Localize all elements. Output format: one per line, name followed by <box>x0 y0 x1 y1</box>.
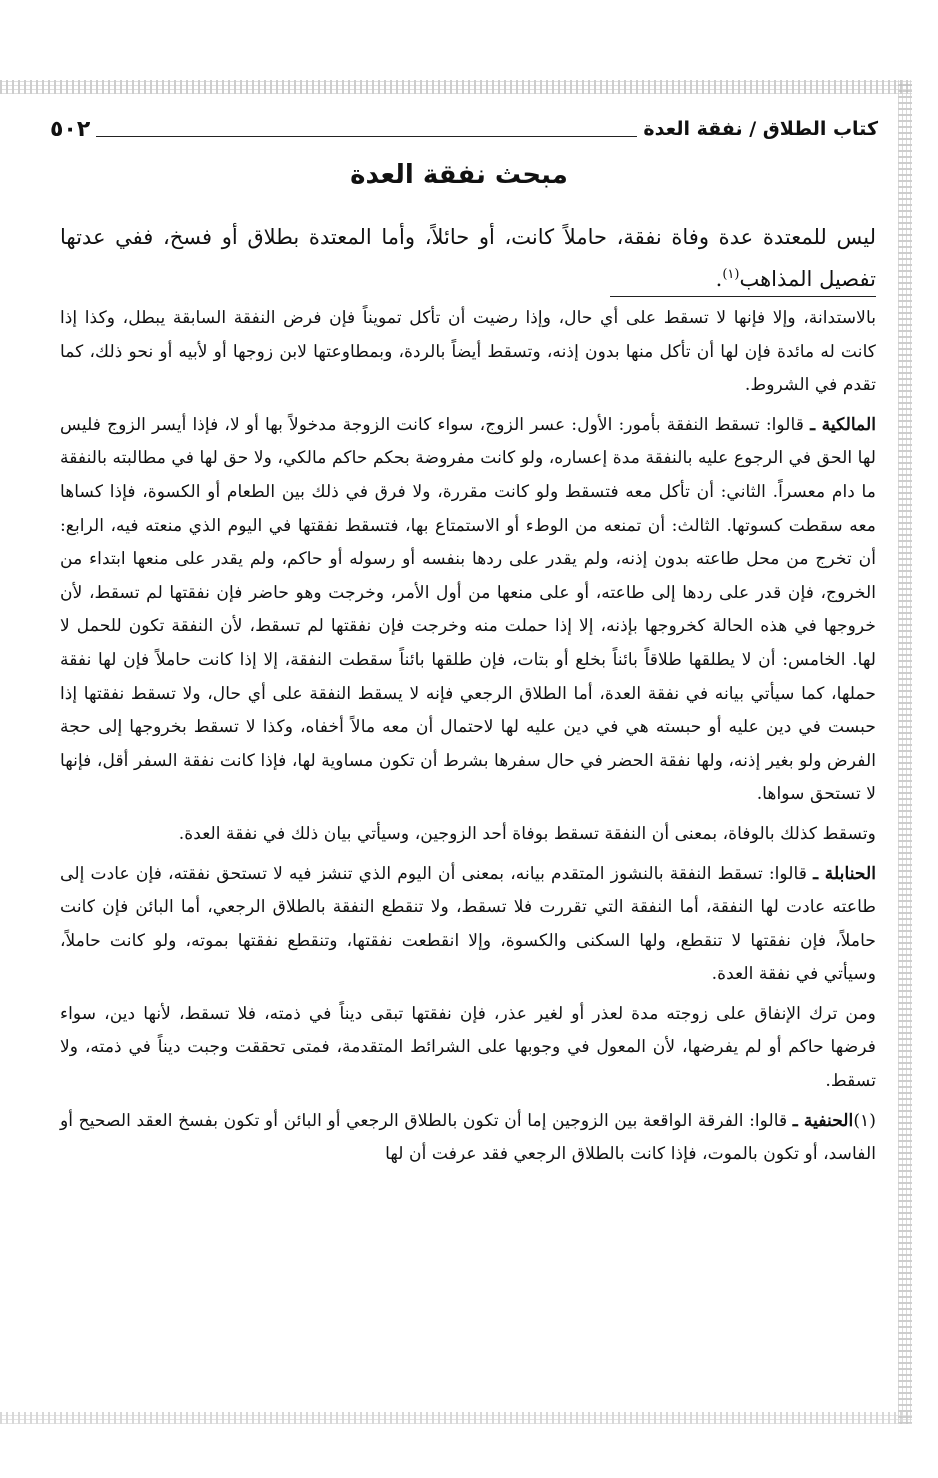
footnote-hanbali-debt: ومن ترك الإنفاق على زوجته مدة لعذر أو لغير عذر، فإن نفقتها تبقى ديناً في ذمته، فلا تسقط، لأنها دين، سواء فرضها حاكم أو لم يفرضها، لأن المعول في وجوبها على الشرائط المتقدمة، فمتى تحققت وجبت ديناً في ذمته، ولا تسقط. <box>60 1003 876 1092</box>
running-header-title: كتاب الطلاق / نفقة العدة <box>643 118 878 140</box>
maliki-text: قالوا: تسقط النفقة بأمور: الأول: عسر الزوج، سواء كانت الزوجة مدخولاً بها أو لا، فإذا أيسر الزوج فليس لها الحق في الرجوع عليه بالنفقة مدة إعساره، ولو كانت مفروضة بحكم حاكم مالكي، ولا حق لها في مطالبته بالنفقة ما دام معسراً. الثاني: أن تأكل معه فتسقط ولو كانت مقررة، ولا فرق في ذلك بين الطعام أو الكسوة، فإذا كساها معه سقطت كسوتها. الثالث: أن تمنعه من الوطء أو الاستمتاع بها، فتسقط نفقتها في اليوم الذي منعته فيه، الرابع: أن تخرج من محل طاعته بدون إذنه، ولم يقدر على ردها بنفسه أو رسوله أو حاكم، ولم يقدر على منعها ابتداء من الخروج، فإن قدر على ردها إلى طاعته، أو على منعها من أول الأمر، وخرجت وهو حاضر فإن نفقتها لم تسقط، لأن خروجها في هذه الحالة كخروجها بإذنه، إلا إذا حملت منه وخرجت فإن نفقتها لم تسقط، لأن النفقة تكون للحمل لا لها. الخامس: أن لا يطلقها طلاقاً بائناً بخلع أو بتات، فإن طلقها بائناً سقطت النفقة، إلا إذا كانت حاملاً فإن لها نفقة حملها، كما سيأتي بيانه في نفقة العدة، أما الطلاق الرجعي فإنه لا يسقط النفقة على أي حال، ولا تسقط نفقتها إذا حبست في دين عليه أو حبسته هي في دين عليه لها لاحتمال أن معه مالاً أخفاه، وكذا لا تسقط بخروجها إلى حجة الفرض ولو بغير إذنه، ولها نفقة الحضر في حال سفرها بشرط أن تكون مساوية لها، فإذا كانت نفقة السفر أقل، فإنها لا تستحق سواها. <box>60 414 876 805</box>
footnote-separator <box>610 296 876 297</box>
footnote-continuation: بالاستدانة، وإلا فإنها لا تسقط على أي حال، وإذا رضيت أن تأكل تمويناً فإن فرض النفقة السابقة يبطل، وكذا إذا كانت له مائدة فإن لها أن تأكل منها بدون إذنه، وتسقط أيضاً بالردة، وبمطاوعتها لابن زوجها أو لأبيه أو نحو ذلك، كما تقدم في الشروط. <box>60 308 876 396</box>
footnote-1 <box>60 1105 876 1172</box>
hanafi-lead: الحنفية ـ <box>792 1110 854 1131</box>
footnote-maliki <box>60 409 876 812</box>
running-header-rule <box>96 122 637 137</box>
page-number: ٥٠٢ <box>50 116 91 142</box>
hanafi-text: قالوا: الفرقة الواقعة بين الزوجين إما أن تكون بالطلاق الرجعي أو البائن أو تكون بفسخ العقد الصحيح أو الفاسد، أو تكون بالموت، فإذا كانت بالطلاق الرجعي فقد عرفت أن لها <box>60 1110 876 1165</box>
main-paragraph-end: . <box>715 267 723 291</box>
page-border-bottom <box>0 1412 912 1424</box>
main-paragraph-text: ليس للمعتدة عدة وفاة نفقة، حاملاً كانت، أو حائلاً، وأما المعتدة بطلاق أو فسخ، ففي عدتها تفصيل المذاهب <box>60 225 876 291</box>
hanbali-text: قالوا: تسقط النفقة بالنشوز المتقدم بيانه، بمعنى أن اليوم الذي تنشز فيه لا تستحق نفقته، فإن عادت إلى طاعته عادت لها النفقة، أما النفقة التي تقررت فلا تسقط، ولا تنقطع النفقة بالطلاق الرجعي، أما البائن فإن كانت حاملاً، فإن نفقتها لا تنقطع، ولها السكنى والكسوة، وإلا انقطعت نفقتها، وتنقطع نفقتها بموته، ولو كانت حاملاً، وسيأتي في نفقة العدة. <box>60 863 876 985</box>
running-header <box>40 112 878 146</box>
footnote-maliki-death: وتسقط كذلك بالوفاة، بمعنى أن النفقة تسقط بوفاة أحد الزوجين، وسيأتي بيان ذلك في نفقة العدة. <box>178 823 876 844</box>
main-paragraph <box>60 218 876 298</box>
footnote-hanbali <box>60 858 876 992</box>
page-border-right <box>898 80 912 1424</box>
hanbali-lead: الحنابلة ـ <box>813 863 876 884</box>
chapter-title: مبحث نفقة العدة <box>350 160 568 190</box>
footnote-reference[interactable]: (١) <box>722 267 740 282</box>
footnotes <box>60 302 876 1178</box>
footnote-1-marker: (١) <box>853 1110 876 1131</box>
maliki-lead: المالكية ـ <box>810 414 877 435</box>
page-border-top <box>0 80 912 94</box>
